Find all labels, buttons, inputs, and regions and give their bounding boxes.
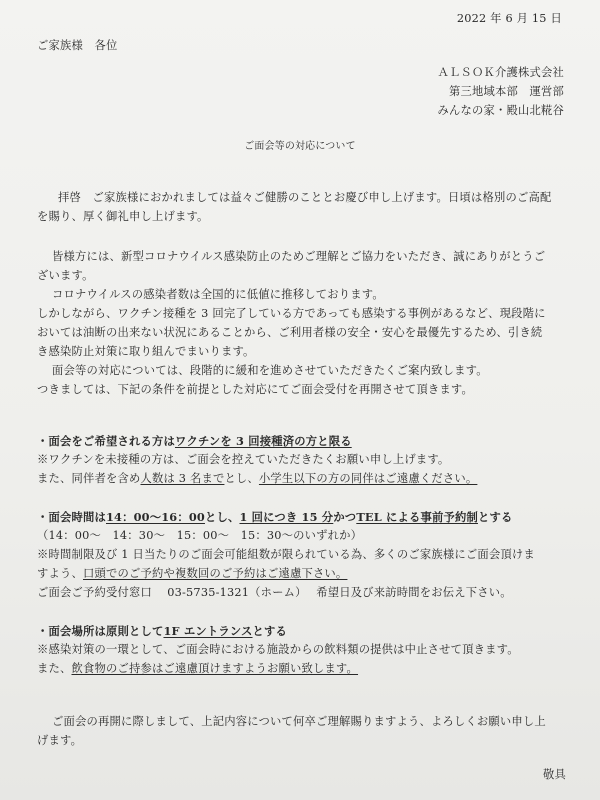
location-a: ・面会場所は原則として	[37, 624, 164, 638]
letter-date: 2022 年 6 月 15 日	[456, 12, 562, 25]
condition-companion-line	[37, 472, 477, 486]
condition-vaccination-heading-a: ・面会をご希望される方は	[37, 434, 175, 448]
time-duration: 1 回につき 15 分	[239, 510, 334, 524]
condition-location-note: ※感染対策の一環として、ご面会時における施設からの飲料類の提供は中止させて頂きます。	[37, 643, 519, 656]
condition-time-note-1: ※時間制限及び 1 日当たりのご面会可能組数が限られている為、多くのご家族様にご面会頂けま	[37, 548, 535, 561]
location-c: とする	[252, 624, 288, 638]
intro-line-1: 拝啓 ご家族様におかれましては益々ご健勝のこととお慶び申し上げます。日頃は格別のご高配	[58, 191, 552, 204]
sender-company: ＡＬＳＯＫ介護株式会社	[437, 66, 564, 79]
time-note-a: すよう、	[37, 567, 83, 580]
sign-off: 敬具	[543, 768, 566, 781]
food-a: また、	[37, 662, 72, 675]
time-reservation: TEL による事前予約制	[356, 510, 478, 524]
reservation-contact: ご面会ご予約受付窓口 03-5735-1321（ホーム） 希望日及び来訪時間をお伝え下さい。	[37, 586, 512, 599]
body-line-2: ざいます。	[37, 269, 94, 282]
time-e: かつ	[333, 510, 357, 524]
location-b: 1F エントランス	[163, 624, 253, 638]
sender-facility: みんなの家・殿山北糀谷	[437, 104, 564, 117]
condition-time-note-2	[37, 567, 347, 581]
companion-c: とし、	[224, 472, 259, 485]
companion-children: 小学生以下の方の同伴はご遠慮ください。	[258, 472, 478, 485]
closing-line-2: げます。	[37, 734, 83, 747]
condition-location-heading	[37, 624, 287, 638]
food-b: 飲食物のご持参はご遠慮頂けますようお願い致します。	[71, 662, 359, 675]
condition-vaccination-heading	[37, 434, 352, 448]
letter-title: ご面会等の対応について	[244, 141, 356, 152]
body-line-5: おいては油断の出来ない状況にあることから、ご利用者様の安全・安心を最優先するため、引き続	[37, 326, 543, 339]
condition-vaccination-heading-b: ワクチンを 3 回接種済の方と限る	[174, 434, 352, 448]
time-note-b: 口頭でのご予約や複数回のご予約はご遠慮下さい。	[83, 567, 348, 580]
closing-line-1: ご面会の再開に際しまして、上記内容について何卒ご理解賜りますよう、よろしくお願い申し上	[52, 715, 546, 728]
body-line-4: しかしながら、ワクチン接種を 3 回完了している方であっても感染する事例があるなど、現段階に	[37, 307, 546, 320]
companion-a: また、同伴者を含め	[37, 472, 141, 485]
sender-department: 第三地域本部 運営部	[449, 85, 564, 98]
condition-time-slots: （14：00～ 14：30～ 15：00～ 15：30～のいずれか）	[37, 529, 363, 542]
body-line-1: 皆様方には、新型コロナウイルス感染防止のためご理解とご協力をいただき、誠にありがとうご	[52, 250, 546, 263]
time-range: 14：00～16：00	[105, 510, 205, 524]
condition-food-line	[37, 662, 358, 676]
body-line-7: 面会等の対応については、段階的に緩和を進めさせていただきたくご案内致します。	[52, 364, 488, 377]
time-g: とする	[477, 510, 513, 524]
condition-time-heading	[37, 510, 512, 524]
addressee: ご家族様 各位	[37, 39, 118, 52]
body-line-3: コロナウイルスの感染者数は全国的に低値に推移しております。	[52, 288, 384, 301]
intro-line-2: を賜り、厚く御礼申し上げます。	[37, 210, 209, 223]
body-line-6: き感染防止対策に取り組んでまいります。	[37, 345, 255, 358]
body-line-8: つきましては、下記の条件を前提とした対応にてご面会受付を再開させて頂きます。	[37, 383, 473, 396]
time-c: とし、	[204, 510, 240, 524]
companion-limit: 人数は 3 名まで	[140, 472, 225, 485]
condition-vaccination-note: ※ワクチンを未接種の方は、ご面会を控えていただきたくお願い申し上げます。	[37, 453, 450, 466]
time-a: ・面会時間は	[37, 510, 106, 524]
